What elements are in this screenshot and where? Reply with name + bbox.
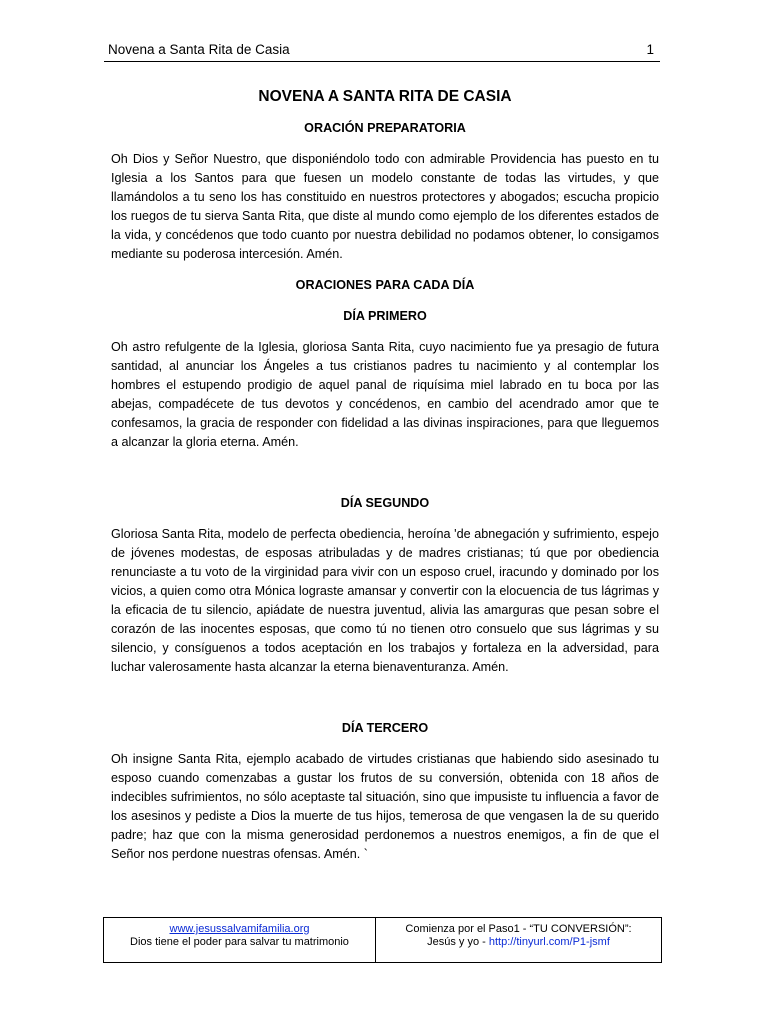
section-heading-dia-tercero: DÍA TERCERO (341, 721, 429, 735)
running-header (104, 41, 660, 62)
section-heading-oraciones-cada-dia: ORACIONES PARA CADA DÍA (295, 278, 475, 292)
paragraph-dia-primero: Oh astro refulgente de la Iglesia, gloriosa Santa Rita, cuyo nacimiento fue ya presagio de futura santidad, al anunciar los Ángeles a tus cristianos padres tu nacimiento y al contemplar los hombres el estupendo prodigio de aquel panal de riquísima miel labrado en tu boca por las abejas, compadécete de tus devotos y concédenos, en cambio del acendrado amor que te confesamos, la gracia de responder con fidelidad a las divinas inspiraciones, para que lleguemos a alcanzar la gloria eterna. Amén. (111, 340, 659, 449)
spacer (111, 464, 659, 494)
document-title: NOVENA A SANTA RITA DE CASIA (258, 88, 512, 105)
footer-right-cell (376, 918, 661, 962)
footer-tinyurl-link[interactable]: http://tinyurl.com/P1-jsmf (488, 936, 610, 948)
paragraph-dia-segundo: Gloriosa Santa Rita, modelo de perfecta obediencia, heroína 'de abnegación y sufrimiento, espejo de jóvenes modestas, de esposas atribuladas y de madres cristianas; tú que por obediencia renunciaste a tu voto de la virginidad para vivir con un esposo cruel, iracundo y dominado por los vicios, a quien como otra Mónica lograste amansar y convertir con la elocuencia de tus lágrimas y la eficacia de tu silencio, apiádate de nuestra juventud, alivia las amarguras que pesan sobre el corazón de las inocentes esposas, que como tú no tienen otro consuelo que sus lágrimas y su silencio, y consíguenos a todos aceptación en los trabajos y fortaleza en la adversidad, para luchar valerosamente hasta alcanzar la eterna bienaventuranza. Amén. (111, 527, 659, 674)
paragraph-oracion-preparatoria: Oh Dios y Señor Nuestro, que disponiéndolo todo con admirable Providencia has puesto en tu Iglesia a los Santos para que fuesen un modelo constante de todas las virtudes, y que llamándolos a tu seno los has constituido en nuestros protectores y abogados; escucha propicio los ruegos de tu sierva Santa Rita, que diste al mundo como ejemplo de los diferentes estados de la vida, y concédenos que todo cuanto por nuestra debilidad no podamos obtener, lo consigamos mediante su poderosa intercesión. Amén. (111, 152, 659, 261)
page-number: 1 (646, 42, 654, 57)
page-footer (103, 917, 662, 963)
header-title: Novena a Santa Rita de Casia (108, 42, 290, 57)
footer-website-link[interactable]: www.jesussalvamifamilia.org (169, 923, 310, 935)
section-heading-dia-segundo: DÍA SEGUNDO (340, 496, 430, 510)
footer-step-text: Comienza por el Paso1 - “TU CONVERSIÓN”: (405, 923, 632, 935)
section-heading-oracion-preparatoria: ORACIÓN PREPARATORIA (304, 121, 466, 135)
footer-jesus-text: Jesús y yo - (427, 936, 489, 948)
paragraph-dia-tercero: Oh insigne Santa Rita, ejemplo acabado de virtudes cristianas que habiendo sido asesinado tu esposo cuando comenzabas a gustar los frutos de su conversión, obtenida con 18 años de indecibles sufrimientos, no sólo aceptaste tal situación, sino que impusiste tu influencia a favor de los asesinos y pediste a Dios la muerte de tus hijos, temerosa de que vengasen la de su querido padre; haz que con la misma generosidad perdonemos a nuestros enemigos, a fin de que el Señor nos perdone nuestras ofensas. Amén. ` (111, 752, 659, 861)
document-body (111, 86, 659, 876)
footer-left-cell (104, 918, 376, 962)
spacer (111, 689, 659, 719)
section-heading-dia-primero: DÍA PRIMERO (343, 309, 427, 323)
footer-tagline: Dios tiene el poder para salvar tu matrimonio (130, 936, 349, 948)
